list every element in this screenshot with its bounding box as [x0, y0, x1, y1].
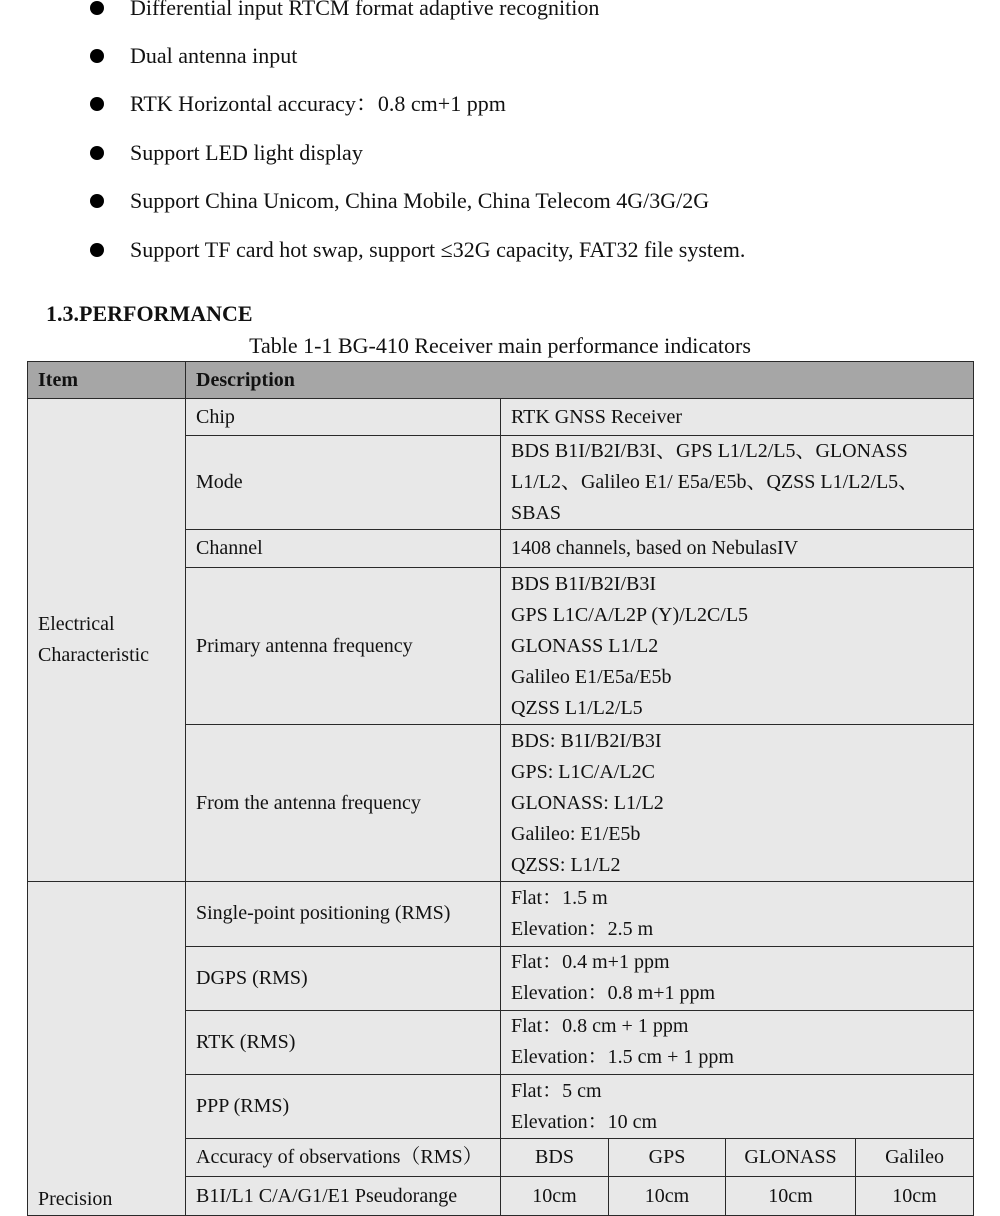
- pseudo-value-gps: 10cm: [609, 1177, 726, 1216]
- row-label: Accuracy of observations（RMS）: [186, 1139, 501, 1177]
- table-row: [28, 882, 974, 947]
- header-description: Description: [186, 362, 974, 399]
- row-value: BDS B1I/B2I/B3I、GPS L1/L2/L5、GLONASS L1/L2、Galileo E1/ E5a/E5b、QZSS L1/L2/L5、SBAS: [501, 436, 974, 530]
- table-caption: Table 1-1 BG-410 Receiver main performance indicators: [249, 333, 751, 358]
- bullet-dot-icon: [90, 97, 104, 111]
- group-precision: Precision: [28, 882, 186, 1216]
- row-label: B1I/L1 C/A/G1/E1 Pseudorange: [186, 1177, 501, 1216]
- row-value: Flat：1.5 m Elevation：2.5 m: [501, 882, 974, 947]
- obs-system-gps: GPS: [609, 1139, 726, 1177]
- row-value: Flat：0.8 cm + 1 ppm Elevation：1.5 cm + 1 ppm: [501, 1010, 974, 1075]
- bullet-dot-icon: [90, 243, 104, 257]
- obs-system-glonass: GLONASS: [726, 1139, 856, 1177]
- bullet-dot-icon: [90, 194, 104, 208]
- table-header-row: [28, 362, 974, 399]
- row-label: Primary antenna frequency: [186, 568, 501, 725]
- row-label: Chip: [186, 399, 501, 436]
- row-value: BDS B1I/B2I/B3I GPS L1C/A/L2P (Y)/L2C/L5 GLONASS L1/L2 Galileo E1/E5a/E5b QZSS L1/L2/L5: [501, 568, 974, 725]
- row-label: PPP (RMS): [186, 1075, 501, 1139]
- row-label: Channel: [186, 530, 501, 568]
- section-heading: 1.3.PERFORMANCE: [46, 301, 253, 326]
- obs-system-galileo: Galileo: [856, 1139, 974, 1177]
- row-label: RTK (RMS): [186, 1010, 501, 1075]
- bullet-dot-icon: [90, 1, 104, 15]
- row-value: Flat：5 cm Elevation：10 cm: [501, 1075, 974, 1139]
- row-value: Flat：0.4 m+1 ppm Elevation：0.8 m+1 ppm: [501, 946, 974, 1010]
- group-electrical: Electrical Characteristic: [28, 399, 186, 882]
- header-item: Item: [28, 362, 186, 399]
- pseudo-value-glonass: 10cm: [726, 1177, 856, 1216]
- row-value: BDS: B1I/B2I/B3I GPS: L1C/A/L2C GLONASS: L1/L2 Galileo: E1/E5b QZSS: L1/L2: [501, 725, 974, 882]
- bullet-dot-icon: [90, 146, 104, 160]
- obs-system-bds: BDS: [501, 1139, 609, 1177]
- bullet-dot-icon: [90, 49, 104, 63]
- row-label: From the antenna frequency: [186, 725, 501, 882]
- row-value: 1408 channels, based on NebulasIV: [501, 530, 974, 568]
- row-value: RTK GNSS Receiver: [501, 399, 974, 436]
- table-row: [28, 399, 974, 436]
- pseudo-value-galileo: 10cm: [856, 1177, 974, 1216]
- row-label: Mode: [186, 436, 501, 530]
- row-label: Single-point positioning (RMS): [186, 882, 501, 947]
- pseudo-value-bds: 10cm: [501, 1177, 609, 1216]
- row-label: DGPS (RMS): [186, 946, 501, 1010]
- performance-table: [27, 361, 974, 1216]
